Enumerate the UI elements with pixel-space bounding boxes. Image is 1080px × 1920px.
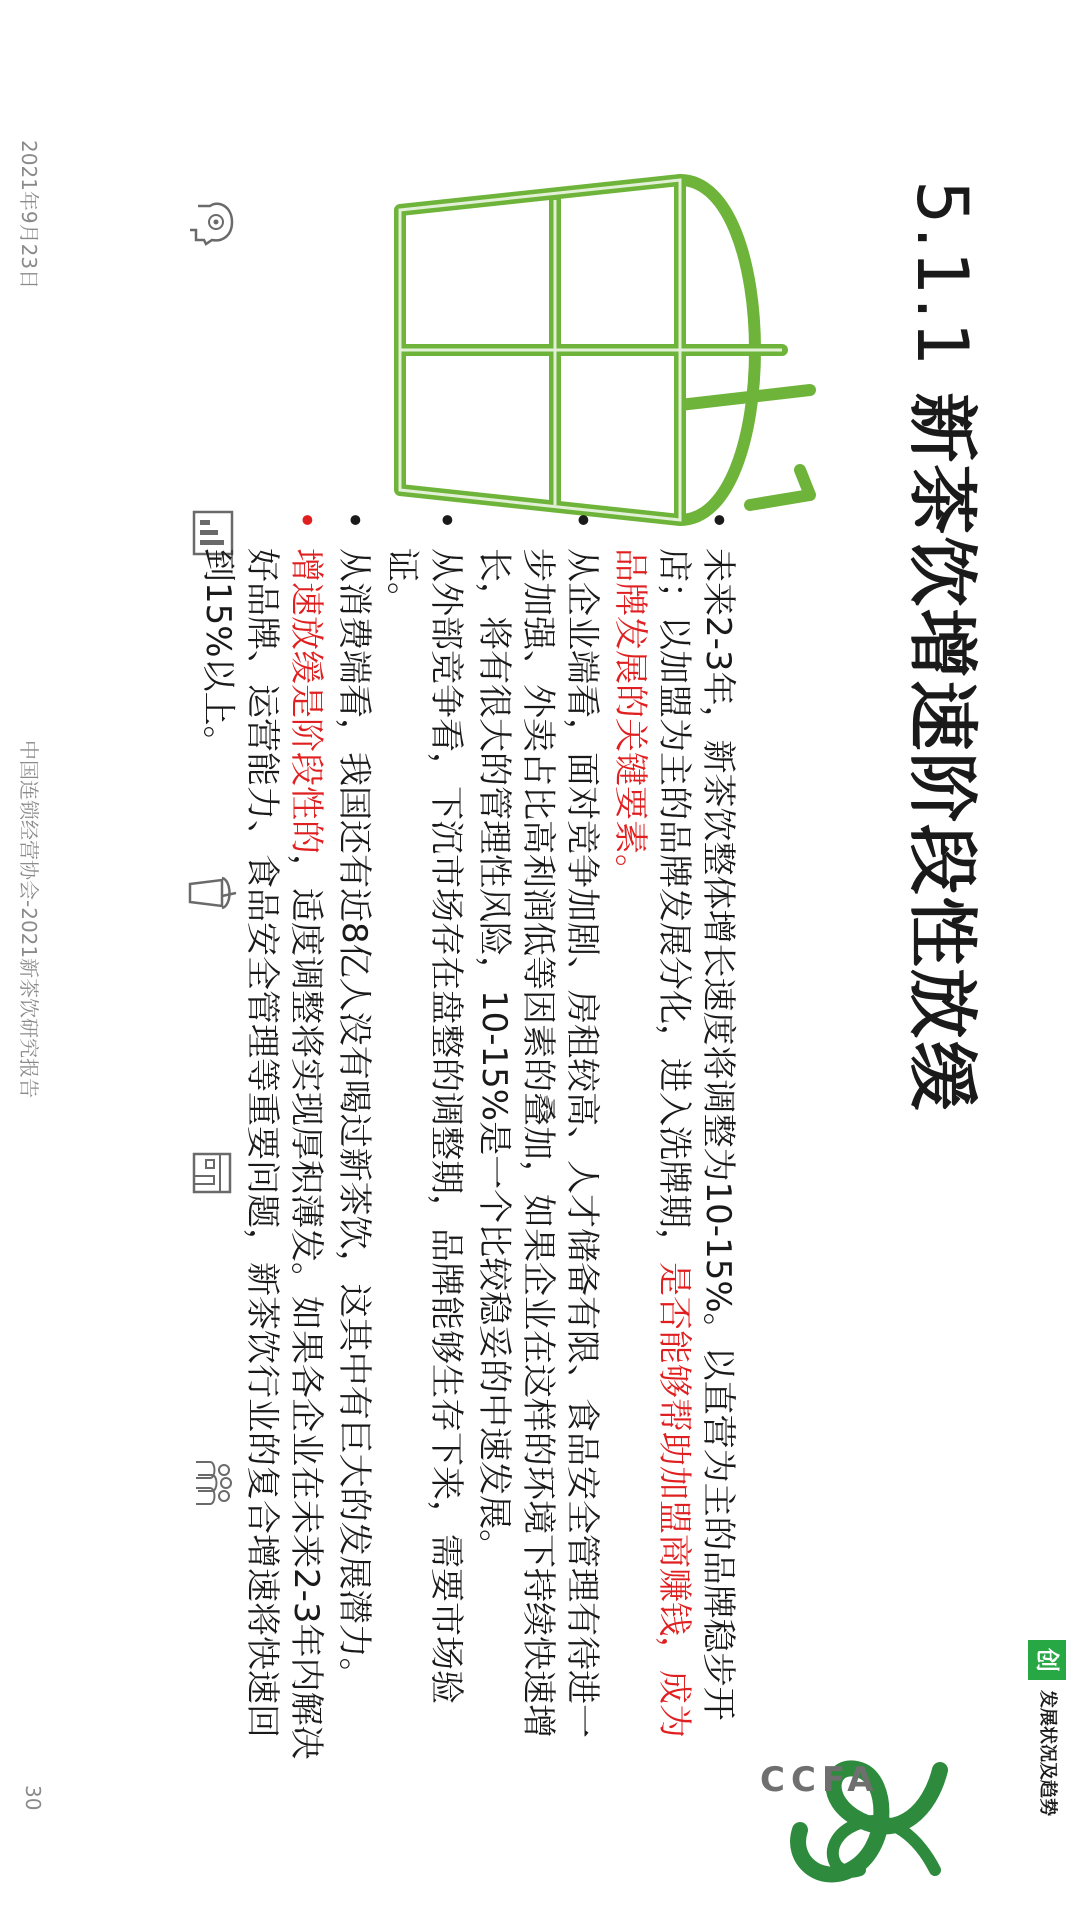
bullet-dot: • — [426, 510, 466, 531]
bullet-dot: • — [562, 510, 602, 531]
bullet-dot: • — [286, 510, 326, 531]
bullet-highlight-text: 增速放缓是阶段性的 — [286, 548, 326, 854]
section-badge-box: 创 — [1028, 1640, 1066, 1680]
bullet-dot: • — [698, 510, 738, 531]
bullet-text: 未来2-3年，新茶饮整体增长速度将调整为10-15%。以直营为主的品牌稳步开店；以加盟为主的品牌发展分化，进入洗牌期， — [654, 548, 738, 1721]
bullet-text: 从外部竞争看，下沉市场存在盘整的调整期，品牌能够生存下来，需要市场验证。 — [382, 548, 466, 1704]
bullet-text: 从企业端看，面对竞争加剧、房租较高、人才储备有限、食品安全管理有待进一步加强、外卖占比高利润低等因素的叠加，如果企业在这样的环境下持续快速增长，将有很大的管理性风险，10-15%是一个比较稳妥的中速发展。 — [474, 548, 602, 1738]
bullet-highlight-text: 是否能够帮助加盟商赚钱，成为品牌发展的关键要素。 — [610, 548, 694, 1738]
bullet-item — [332, 500, 376, 1760]
ccfa-logo-text: CCFA — [760, 1760, 880, 1800]
footer-date: 2021年9月23日 — [17, 140, 41, 290]
page-title — [901, 180, 983, 1113]
bullet-list — [192, 500, 740, 1760]
section-badge-label: 发展状况及趋势 — [1037, 1690, 1058, 1816]
bullet-item — [472, 500, 604, 1760]
bullet-text: ，适度调整将实现厚积薄发。如果各企业在未来2-3年内解决好品牌、运营能力、食品安全管理等重要问题，新茶饮行业的复合增速将快速回到15%以上。 — [198, 548, 326, 1760]
bullet-text: 从消费端看，我国还有近8亿人没有喝过新茶饮，这其中有巨大的发展潜力。 — [334, 548, 374, 1692]
bullet-item — [196, 500, 328, 1760]
title-text: 新茶饮增速阶段性放缓 — [901, 392, 983, 1113]
bullet-item — [608, 500, 740, 1760]
page-number: 30 — [21, 1785, 45, 1811]
title-number: 5.1.1 — [901, 180, 983, 369]
brain-icon — [186, 196, 240, 250]
footer-source: 中国连锁经营协会-2021新茶饮研究报告 — [17, 740, 41, 1099]
bullet-item — [380, 500, 468, 1760]
bullet-dot: • — [334, 510, 374, 531]
